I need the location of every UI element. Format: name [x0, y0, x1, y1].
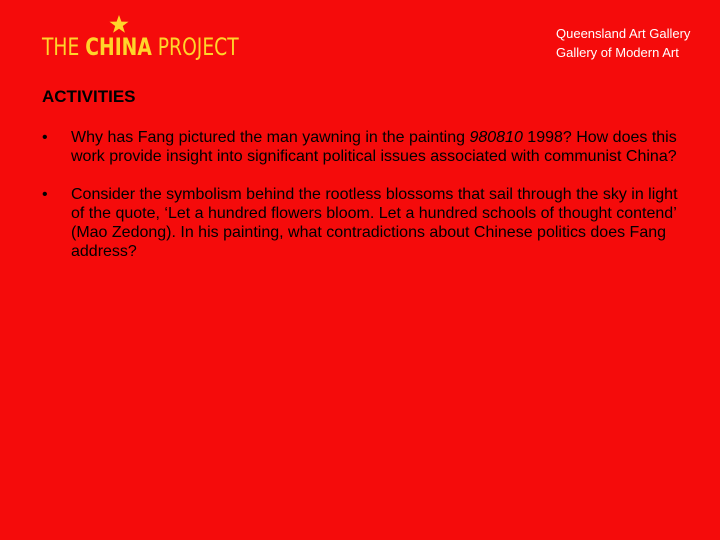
activity-item [42, 185, 692, 261]
activities-list [42, 128, 692, 280]
activity-item [42, 128, 692, 166]
logo-prefix: THE [42, 33, 86, 61]
star-icon [109, 14, 129, 34]
activity-text [71, 185, 681, 261]
logo-suffix: PROJECT [151, 33, 239, 61]
activity-text-part: Why has Fang pictured the man yawning in the painting [71, 129, 470, 146]
logo-highlight: CHINA [85, 33, 152, 61]
gallery-name-line-1: Queensland Art Gallery [556, 26, 691, 41]
logo-wordmark [42, 32, 239, 62]
bullet: • [42, 186, 48, 203]
china-project-logo [42, 14, 252, 64]
gallery-name-line-2: Gallery of Modern Art [556, 45, 679, 60]
bullet: • [42, 129, 48, 146]
page-title: ACTIVITIES [42, 87, 136, 106]
activity-text-part: Consider the symbolism behind the rootless blossoms that sail through the sky in light of the quote, ‘Let a hundred flowers bloom. Let a hundred schools of thought contend’ (Mao Zedong). In his painting, what contradictions about Chinese politics does Fang address? [71, 186, 678, 260]
gallery-name-block [556, 24, 690, 62]
artwork-title: 980810 [469, 129, 523, 146]
activity-text [71, 128, 681, 166]
activity-text-part: 1998? How does this work provide insight into significant political issues associated with communist China? [71, 129, 677, 165]
